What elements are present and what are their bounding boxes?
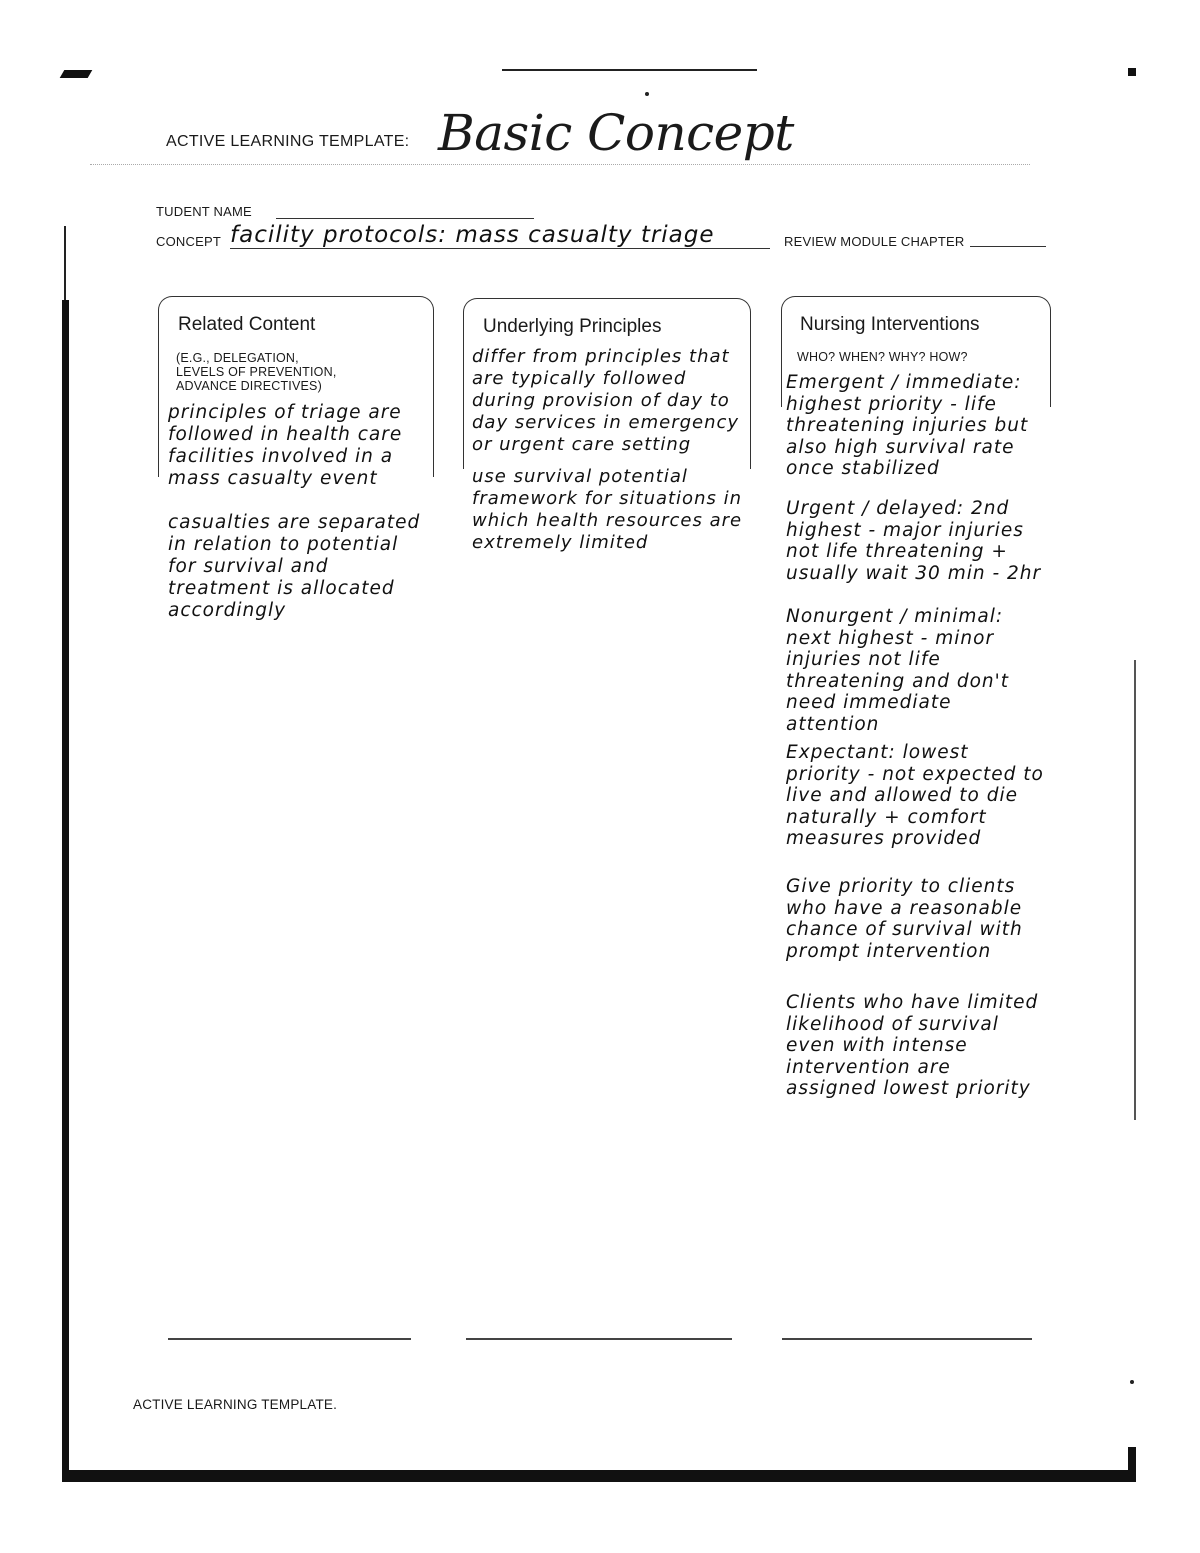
related-content-entry: principles of triage are followed in health care facilities involved in a mass casualty event — [168, 402, 403, 489]
page-title: Basic Concept — [438, 104, 794, 162]
underlying-principles-entry: differ from principles that are typically followed during provision of day to day services in emergency or urgent care setting — [472, 346, 740, 455]
nursing-interventions-subtitle: WHO? WHEN? WHY? HOW? — [797, 350, 968, 364]
page-edge — [62, 300, 69, 1480]
nursing-interventions-entry: Nonurgent / minimal: next highest - minor injuries not life threatening and don't need immediate attention — [786, 606, 1009, 735]
page-edge — [1134, 660, 1136, 1120]
scan-dot — [645, 92, 649, 96]
nursing-interventions-entry: Expectant: lowest priority - not expected to live and allowed to die naturally + comfort measures provided — [786, 742, 1044, 849]
concept-label: CONCEPT — [156, 234, 221, 249]
divider — [90, 164, 1030, 165]
nursing-interventions-entry: Emergent / immediate: highest priority - life threatening injuries but also high survival rate once stabilized — [786, 372, 1029, 479]
related-content-subtitle: (E.G., DELEGATION, LEVELS OF PREVENTION, ADVANCE DIRECTIVES) — [176, 351, 337, 393]
nursing-interventions-title: Nursing Interventions — [800, 314, 980, 335]
scan-dot — [1130, 1380, 1134, 1384]
scan-mark — [60, 70, 93, 78]
page-edge — [64, 226, 66, 306]
related-content-title: Related Content — [178, 314, 316, 335]
page-edge — [1128, 1447, 1136, 1482]
footer-template-label: ACTIVE LEARNING TEMPLATE. — [133, 1397, 338, 1412]
top-rule — [502, 69, 757, 71]
column-bottom-rule — [782, 1338, 1032, 1340]
review-module-label: REVIEW MODULE CHAPTER — [784, 234, 965, 249]
template-label: ACTIVE LEARNING TEMPLATE: — [166, 133, 410, 150]
nursing-interventions-entry: Urgent / delayed: 2nd highest - major injuries not life threatening + usually wait 30 min - 2hr — [786, 498, 1042, 584]
underlying-principles-entry: use survival potential framework for situations in which health resources are extremely limited — [472, 466, 743, 553]
concept-value: facility protocols: mass casualty triage — [230, 222, 715, 248]
page-edge — [62, 1470, 1136, 1482]
review-module-field[interactable] — [970, 246, 1046, 247]
underlying-principles-title: Underlying Principles — [483, 316, 662, 337]
nursing-interventions-entry: Give priority to clients who have a reasonable chance of survival with prompt intervention — [786, 876, 1023, 962]
student-name-field[interactable] — [276, 218, 534, 219]
concept-field[interactable] — [230, 248, 770, 249]
column-bottom-rule — [466, 1338, 732, 1340]
column-bottom-rule — [168, 1338, 411, 1340]
scan-mark — [1128, 68, 1136, 76]
student-name-label: TUDENT NAME — [156, 204, 252, 219]
related-content-entry: casualties are separated in relation to potential for survival and treatment is allocated accordingly — [168, 512, 421, 621]
nursing-interventions-entry: Clients who have limited likelihood of survival even with intense intervention are assigned lowest priority — [786, 992, 1039, 1099]
